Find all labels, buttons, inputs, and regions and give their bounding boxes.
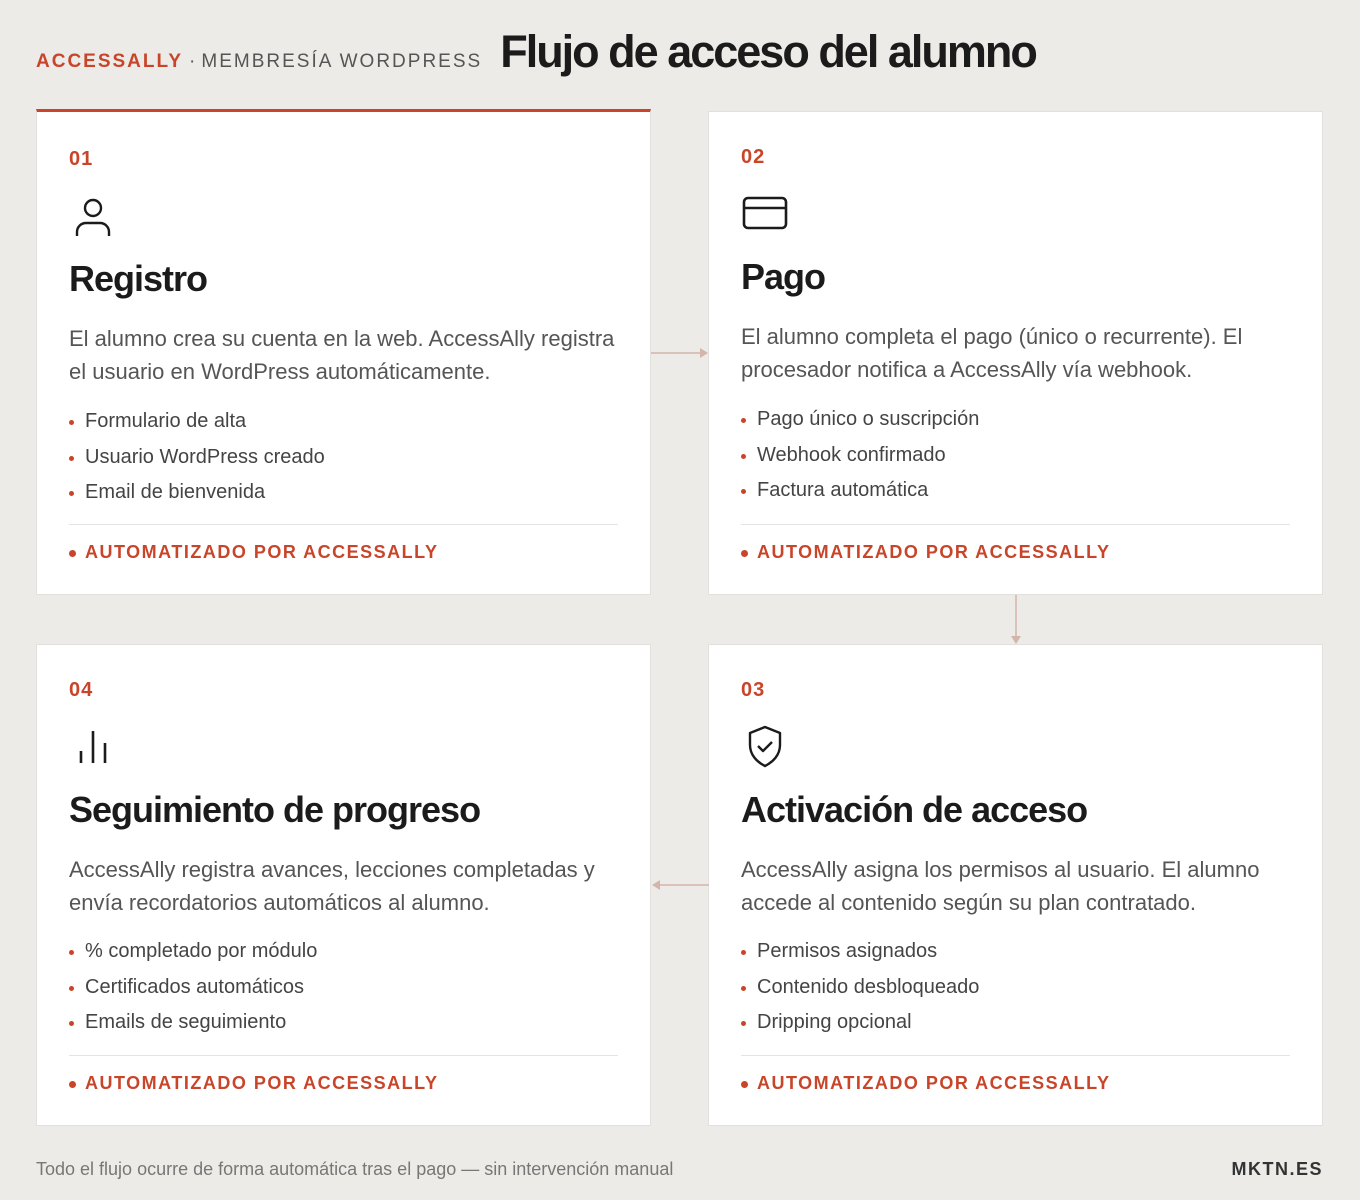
shield-check-icon bbox=[741, 723, 789, 771]
step-number: 02 bbox=[741, 146, 766, 168]
footer-note: Todo el flujo ocurre de forma automática tras el pago — sin intervención manual bbox=[36, 1159, 674, 1179]
bullet-item: Dripping opcional bbox=[741, 1005, 979, 1041]
footer-brand: MKTN.ES bbox=[1231, 1159, 1323, 1179]
bar-chart-icon bbox=[69, 723, 117, 771]
bullet-item: Formulario de alta bbox=[69, 404, 325, 440]
step-bullets bbox=[741, 934, 979, 1041]
divider bbox=[741, 524, 1290, 525]
step-card-activacion bbox=[708, 644, 1323, 1126]
bullet-item: Emails de seguimiento bbox=[69, 1005, 317, 1041]
bullet-item: % completado por módulo bbox=[69, 934, 317, 970]
step-description: El alumno completa el pago (único o recurrente). El procesador notifica a AccessAlly vía webhook. bbox=[741, 324, 1243, 382]
step-card-pago bbox=[708, 111, 1323, 595]
step-number: 03 bbox=[741, 679, 766, 701]
bullet-item: Webhook confirmado bbox=[741, 438, 979, 474]
bullet-item: Factura automática bbox=[741, 473, 979, 509]
header bbox=[36, 26, 1036, 78]
user-icon bbox=[69, 194, 117, 242]
arrow-right-icon bbox=[651, 346, 709, 360]
bullet-item: Pago único o suscripción bbox=[741, 402, 979, 438]
divider bbox=[741, 1055, 1290, 1056]
page-title: Flujo de acceso del alumno bbox=[500, 26, 1036, 77]
step-number: 04 bbox=[69, 679, 94, 701]
automation-tag: AUTOMATIZADO POR ACCESSALLY bbox=[741, 1073, 1111, 1094]
step-title: Pago bbox=[741, 256, 826, 297]
bullet-item: Permisos asignados bbox=[741, 934, 979, 970]
bullet-item: Certificados automáticos bbox=[69, 970, 317, 1006]
step-number: 01 bbox=[69, 148, 94, 170]
bullet-item: Email de bienvenida bbox=[69, 475, 325, 511]
divider bbox=[69, 1055, 618, 1056]
step-description: El alumno crea su cuenta en la web. AccessAlly registra el usuario en WordPress automáticamente. bbox=[69, 326, 615, 384]
bullet-item: Contenido desbloqueado bbox=[741, 970, 979, 1006]
automation-tag: AUTOMATIZADO POR ACCESSALLY bbox=[741, 542, 1111, 563]
divider bbox=[69, 524, 618, 525]
automation-tag: AUTOMATIZADO POR ACCESSALLY bbox=[69, 542, 439, 563]
bullet-item: Usuario WordPress creado bbox=[69, 440, 325, 476]
step-bullets bbox=[741, 402, 979, 509]
step-title: Seguimiento de progreso bbox=[69, 789, 481, 830]
brand-label: ACCESSALLY bbox=[36, 51, 184, 72]
arrow-left-icon bbox=[651, 878, 709, 892]
step-bullets bbox=[69, 934, 317, 1041]
step-description: AccessAlly asigna los permisos al usuario. El alumno accede al contenido según su plan contratado. bbox=[741, 857, 1260, 915]
step-card-registro bbox=[36, 109, 651, 595]
step-description: AccessAlly registra avances, lecciones completadas y envía recordatorios automáticos al alumno. bbox=[69, 857, 595, 915]
step-bullets bbox=[69, 404, 325, 511]
separator: · bbox=[189, 51, 196, 72]
step-title: Activación de acceso bbox=[741, 789, 1088, 830]
subtitle: MEMBRESÍA WORDPRESS bbox=[201, 51, 483, 72]
automation-tag: AUTOMATIZADO POR ACCESSALLY bbox=[69, 1073, 439, 1094]
credit-card-icon bbox=[741, 190, 789, 238]
step-card-seguimiento bbox=[36, 644, 651, 1126]
arrow-down-icon bbox=[1009, 595, 1023, 645]
step-title: Registro bbox=[69, 258, 208, 299]
